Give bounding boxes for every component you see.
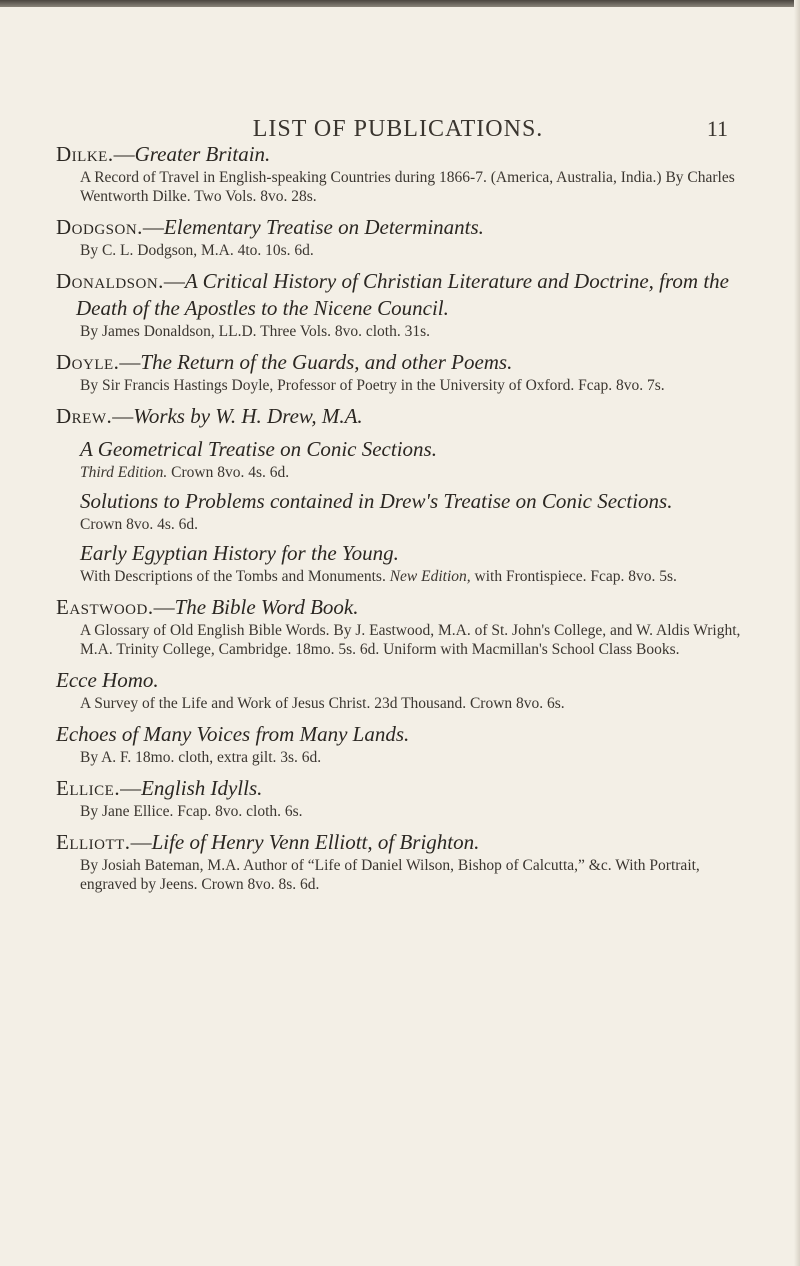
- entry-drew: [56, 403, 756, 586]
- entry-description: A Survey of the Life and Work of Jesus Christ. 23d Thousand. Crown 8vo. 6s.: [80, 695, 565, 712]
- running-title: LIST OF PUBLICATIONS.: [252, 116, 544, 142]
- entry-eastwood: [56, 594, 756, 659]
- entry-description: [80, 463, 756, 482]
- book-title: Solutions to Problems contained in Drew's Treatise on Conic Sections.: [80, 489, 673, 513]
- entry-heading: Drew.—Works by W. H. Drew, M.A.: [56, 404, 363, 428]
- entry-description: By Josiah Bateman, M.A. Author of “Life of Daniel Wilson, Bishop of Calcutta,” &c. With Portrait, engraved by Jeens. Crown 8vo. 8s. 6d.: [80, 857, 700, 893]
- edition-note: Third Edition.: [80, 464, 168, 481]
- page-number: 11: [706, 116, 728, 141]
- book-title: Greater Britain.: [134, 142, 271, 166]
- author-name: Donaldson.: [56, 269, 164, 293]
- entry-heading: Elliott.—Life of Henry Venn Elliott, of Brighton.: [56, 830, 480, 854]
- entry-ellice: [56, 775, 756, 821]
- entry-description: By James Donaldson, LL.D. Three Vols. 8vo. cloth. 31s.: [80, 323, 431, 340]
- entry-doyle: [56, 349, 756, 395]
- entry-heading: Dilke.—Greater Britain.: [56, 142, 271, 166]
- entry-donaldson: [56, 268, 756, 341]
- book-title: A Critical History of Christian Literature and Doctrine, from the Death of the Apostles to the Nicene Council.: [76, 269, 729, 320]
- sub-entry: [80, 488, 756, 534]
- entry-heading: Eastwood.—The Bible Word Book.: [56, 595, 359, 619]
- format-price: with Frontispiece. Fcap. 8vo. 5s.: [474, 568, 677, 585]
- entry-dilke: [56, 141, 756, 206]
- entry-heading: Donaldson.—A Critical History of Christian Literature and Doctrine, from the Death of the Apostles to the Nicene Council.: [56, 269, 729, 320]
- entry-ecce-homo: [56, 667, 756, 713]
- entry-heading: Ellice.—English Idylls.: [56, 776, 263, 800]
- author-name: Eastwood.: [56, 595, 154, 619]
- entry-description: By Jane Ellice. Fcap. 8vo. cloth. 6s.: [80, 803, 303, 820]
- entry-heading: Doyle.—The Return of the Guards, and other Poems.: [56, 350, 513, 374]
- format-price: Crown 8vo. 4s. 6d.: [171, 464, 290, 481]
- top-border: [0, 0, 800, 7]
- entry-description: By C. L. Dodgson, M.A. 4to. 10s. 6d.: [80, 242, 314, 259]
- book-title: Echoes of Many Voices from Many Lands.: [56, 722, 410, 746]
- book-title: The Return of the Guards, and other Poems.: [140, 350, 513, 374]
- author-name: Ellice.: [56, 776, 121, 800]
- author-name: Dilke.: [56, 142, 114, 166]
- book-title: Elementary Treatise on Determinants.: [163, 215, 484, 239]
- page-edge-shadow: [794, 0, 800, 1266]
- entry-heading: Dodgson.—Elementary Treatise on Determinants.: [56, 215, 484, 239]
- entry-description: [80, 567, 756, 586]
- publication-list: [56, 141, 756, 902]
- entry-description: Crown 8vo. 4s. 6d.: [80, 516, 198, 533]
- book-title: Life of Henry Venn Elliott, of Brighton.: [151, 830, 480, 854]
- book-title: Ecce Homo.: [56, 668, 159, 692]
- entry-description: A Record of Travel in English-speaking Countries during 1866-7. (America, Australia, India.) By Charles Wentworth Dilke. Two Vols. 8vo. 28s.: [80, 169, 735, 205]
- book-title: English Idylls.: [141, 776, 263, 800]
- author-name: Elliott.: [56, 830, 131, 854]
- sub-entry: [80, 540, 756, 586]
- entry-description: A Glossary of Old English Bible Words. By J. Eastwood, M.A. of St. John's College, and W. Aldis Wright, M.A. Trinity College, Cambridge. 18mo. 5s. 6d. Uniform with Macmillan's School Class Books.: [80, 622, 741, 658]
- book-title: Early Egyptian History for the Young.: [80, 541, 399, 565]
- sub-entry: [80, 436, 756, 482]
- author-name: Dodgson.: [56, 215, 143, 239]
- entry-elliott: [56, 829, 756, 894]
- entry-description: By Sir Francis Hastings Doyle, Professor of Poetry in the University of Oxford. Fcap. 8vo. 7s.: [80, 377, 665, 394]
- book-title: A Geometrical Treatise on Conic Sections.: [80, 437, 437, 461]
- entry-echoes: [56, 721, 756, 767]
- description-text: With Descriptions of the Tombs and Monuments.: [80, 568, 386, 585]
- entry-dodgson: [56, 214, 756, 260]
- author-name: Doyle.: [56, 350, 120, 374]
- author-name: Drew.: [56, 404, 113, 428]
- works-heading: Works by W. H. Drew, M.A.: [133, 404, 363, 428]
- entry-description: By A. F. 18mo. cloth, extra gilt. 3s. 6d.: [80, 749, 322, 766]
- book-title: The Bible Word Book.: [174, 595, 359, 619]
- edition-note: New Edition,: [389, 568, 471, 585]
